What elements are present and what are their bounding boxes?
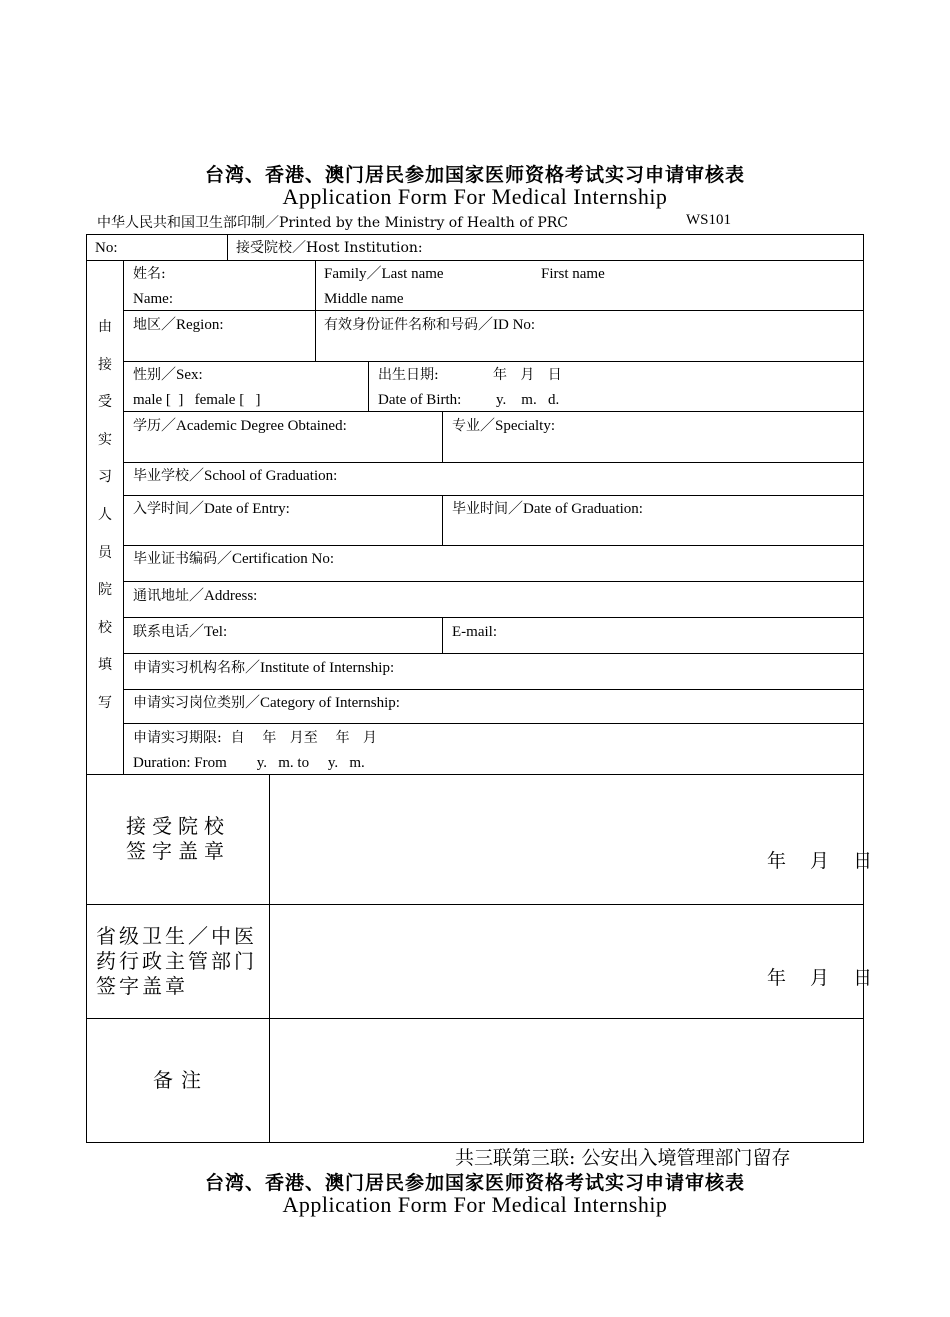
category-field[interactable]	[133, 694, 400, 712]
side-label-char: 由	[98, 319, 112, 335]
row-divider	[123, 462, 864, 463]
degree-field[interactable]	[133, 417, 347, 435]
side-label-char: 习	[98, 469, 112, 486]
row-divider	[123, 495, 864, 496]
side-label-char: 院	[98, 582, 112, 599]
form-code: WS101	[686, 212, 731, 228]
col-divider	[368, 361, 369, 411]
school-field[interactable]	[133, 467, 337, 485]
dob-en-label: Date of Birth:	[378, 392, 462, 408]
col-divider	[442, 411, 443, 462]
side-label-char: 接	[98, 356, 112, 373]
host-seal-line1: 接受院校	[126, 814, 230, 838]
prov-date[interactable]: 年 月 日	[767, 967, 882, 989]
name-cn-label: 姓名:	[133, 266, 166, 282]
form-title-en: Application Form For Medical Internship	[282, 184, 668, 209]
dob-cn-label: 出生日期:	[378, 367, 439, 383]
col-divider	[442, 617, 443, 653]
graduation-date-field[interactable]	[452, 500, 643, 518]
sex-label	[133, 366, 203, 384]
address-field[interactable]	[133, 587, 257, 605]
no-field[interactable]: No:	[95, 240, 118, 256]
grad-en: ／Date of Graduation:	[508, 501, 643, 517]
row-divider	[86, 260, 864, 261]
school-cn: 毕业学校	[133, 468, 189, 484]
host-institution-field[interactable]	[236, 239, 423, 257]
side-label-char: 写	[98, 695, 112, 711]
entry-en: ／Date of Entry:	[189, 501, 290, 517]
host-seal-line2: 签字盖章	[126, 839, 230, 863]
prov-line3: 签字盖章	[96, 974, 188, 998]
grad-cn: 毕业时间	[452, 501, 508, 517]
sex-cn: 性别	[133, 367, 161, 383]
host-institution-label: 接受院校／Host Institution:	[236, 240, 423, 256]
certification-field[interactable]	[133, 550, 334, 568]
footer-title-en: Application Form For Medical Internship	[282, 1192, 668, 1217]
family-name-field[interactable]: Family／Last name	[324, 266, 444, 282]
row-divider	[123, 723, 864, 724]
dob-cn-ymd[interactable]: 年 月 日	[493, 367, 562, 383]
row-divider	[123, 411, 864, 412]
region-field[interactable]	[133, 316, 224, 334]
institute-en: ／Institute of Internship:	[245, 660, 395, 676]
printed-by-text: 中华人民共和国卫生部印制／Printed by the Ministry of Health of PRC	[97, 215, 569, 231]
tel-en: ／Tel:	[189, 624, 228, 640]
remark-area[interactable]	[270, 1019, 863, 1142]
col-divider	[442, 495, 443, 545]
form-title-cn: 台湾、香港、澳门居民参加国家医师资格考试实习申请审核表	[204, 164, 745, 186]
col-divider	[227, 234, 228, 260]
prov-line1: 省级卫生／中医	[96, 924, 257, 948]
id-en: ／ID No:	[478, 317, 536, 333]
col-divider	[315, 260, 316, 361]
region-cn: 地区	[133, 317, 161, 333]
first-name-field[interactable]: First name	[541, 266, 605, 282]
category-cn: 申请实习岗位类别	[133, 695, 245, 711]
side-label-char: 填	[98, 657, 112, 674]
row-divider	[86, 904, 864, 905]
specialty-cn: 专业	[452, 418, 480, 434]
row-divider	[123, 617, 864, 618]
category-en: ／Category of Internship:	[245, 695, 400, 711]
side-label-char: 实	[98, 431, 112, 448]
tel-field[interactable]	[133, 623, 227, 641]
cert-cn: 毕业证书编码	[133, 551, 217, 567]
side-label-char: 校	[98, 619, 112, 636]
email-field[interactable]: E-mail:	[452, 624, 497, 640]
region-en: ／Region:	[161, 317, 224, 333]
printed-by	[97, 212, 568, 232]
cert-en: ／Certification No:	[217, 551, 335, 567]
row-divider	[123, 545, 864, 546]
entry-cn: 入学时间	[133, 501, 189, 517]
side-label-char: 人	[98, 507, 112, 523]
duration-en[interactable]: Duration: From y. m. to y. m.	[133, 755, 365, 771]
copy-note: 共三联第三联: 公安出入境管理部门留存	[455, 1147, 791, 1169]
duration-cn[interactable]: 申请实习期限: 自 年 月至 年 月	[133, 730, 377, 746]
host-seal-date[interactable]: 年 月 日	[767, 850, 882, 872]
specialty-en: ／Specialty:	[480, 418, 555, 434]
id-cn: 有效身份证件名称和号码	[324, 317, 478, 333]
degree-cn: 学历	[133, 418, 161, 434]
sex-options[interactable]: male [ ] female [ ]	[133, 392, 261, 408]
id-field[interactable]	[324, 316, 535, 334]
middle-name-field[interactable]: Middle name	[324, 291, 404, 307]
sex-en: ／Sex:	[161, 367, 203, 383]
row-divider	[123, 310, 864, 311]
row-divider	[123, 361, 864, 362]
side-column-divider	[123, 260, 124, 774]
address-en: ／Address:	[189, 588, 258, 604]
school-en: ／School of Graduation:	[189, 468, 338, 484]
row-divider	[123, 653, 864, 654]
degree-en: ／Academic Degree Obtained:	[161, 418, 347, 434]
address-cn: 通讯地址	[133, 588, 189, 604]
row-divider	[86, 774, 864, 775]
institute-cn: 申请实习机构名称	[133, 660, 245, 676]
name-en-label: Name:	[133, 291, 173, 307]
tel-cn: 联系电话	[133, 624, 189, 640]
side-label-char: 受	[98, 394, 112, 411]
footer-title-cn: 台湾、香港、澳门居民参加国家医师资格考试实习申请审核表	[204, 1172, 745, 1194]
row-divider	[123, 581, 864, 582]
specialty-field[interactable]	[452, 417, 555, 435]
remark-label: 备注	[153, 1068, 209, 1092]
row-divider	[123, 689, 864, 690]
dob-en-ymd[interactable]: y. m. d.	[496, 392, 560, 408]
prov-line2: 药行政主管部门	[96, 949, 257, 973]
side-label-char: 员	[98, 544, 112, 561]
institute-field[interactable]	[133, 659, 394, 677]
entry-date-field[interactable]	[133, 500, 290, 518]
